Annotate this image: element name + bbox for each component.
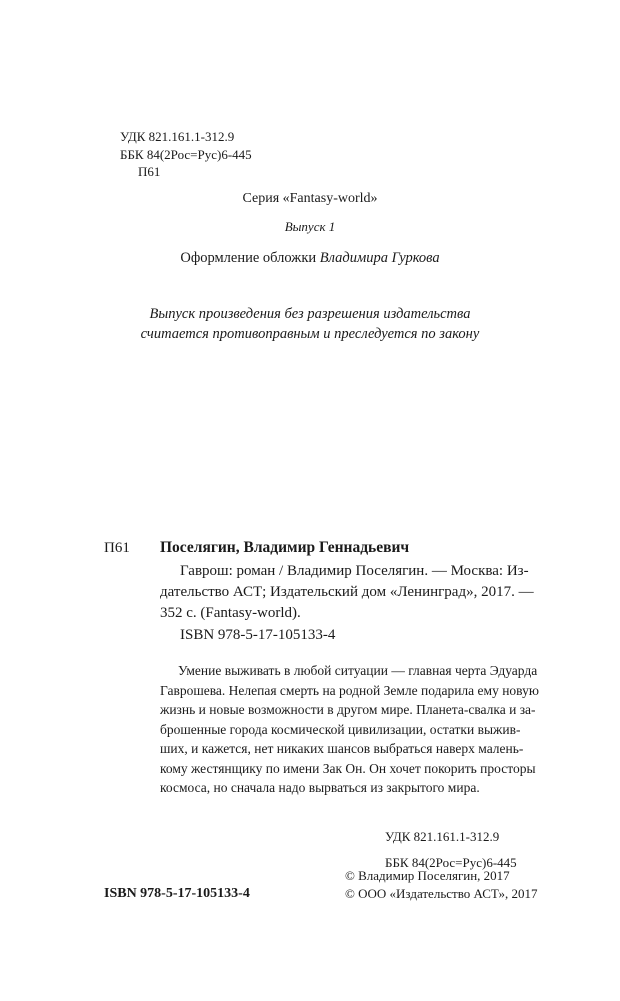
- annotation-line: Умение выживать в любой ситуации — главная черта Эдуарда: [178, 663, 538, 678]
- cover-designer-name: Владимира Гуркова: [319, 250, 440, 266]
- annotation-line: жизнь и новые возможности в другом мире. Планета-свалка и за-: [160, 702, 536, 717]
- catalog-code: П61: [104, 540, 130, 556]
- annotation-line: Гаврошева. Нелепая смерть на родной Земле подарила ему новую: [160, 682, 539, 698]
- catalog-author: Поселягин, Владимир Геннадьевич: [160, 539, 410, 556]
- catalog-isbn: ISBN 978-5-17-105133-4: [180, 627, 336, 643]
- description-line: дательство АСТ; Издательский дом «Ленинград», 2017. —: [160, 584, 534, 600]
- legal-notice: [0, 304, 620, 344]
- author-mark-top: П61: [138, 164, 161, 179]
- udk-code-top: УДК 821.161.1-312.9: [120, 129, 235, 144]
- annotation-line: ших, и кажется, нет никаких шансов выбраться наверх малень-: [160, 741, 524, 756]
- legal-notice-line: считается противоправным и преследуется по закону: [140, 326, 480, 342]
- legal-notice-line: Выпуск произведения без разрешения издательства: [149, 306, 471, 322]
- udk-code-bottom: УДК 821.161.1-312.9: [385, 829, 500, 844]
- copyright-publisher: © ООО «Издательство АСТ», 2017: [345, 886, 538, 901]
- series-issue: Выпуск 1: [284, 219, 336, 234]
- series-title: Серия «Fantasy-world»: [242, 191, 378, 206]
- bbk-code-bottom: ББК 84(2Рос=Рус)6-445: [385, 855, 517, 870]
- catalog-description: [160, 561, 534, 624]
- annotation-line: космоса, но сначала надо вырваться из закрытого мира.: [160, 780, 480, 795]
- copyright-author: © Владимир Поселягин, 2017: [345, 868, 510, 883]
- description-line: 352 с. (Fantasy-world).: [160, 605, 301, 621]
- description-line: Гаврош: роман / Владимир Поселягин. — Москва: Из-: [180, 563, 529, 579]
- isbn-bold: ISBN 978-5-17-105133-4: [104, 886, 250, 901]
- bbk-code-top: ББК 84(2Рос=Рус)6-445: [120, 147, 252, 162]
- annotation-line: кому жестянщику по имени Зак Он. Он хочет покорить просторы: [160, 760, 536, 776]
- annotation: [160, 661, 539, 798]
- cover-design-credit: [0, 250, 620, 267]
- cover-design-prefix: Оформление обложки: [180, 250, 320, 266]
- annotation-line: брошенные города космической цивилизации, остатки выжив-: [160, 721, 521, 737]
